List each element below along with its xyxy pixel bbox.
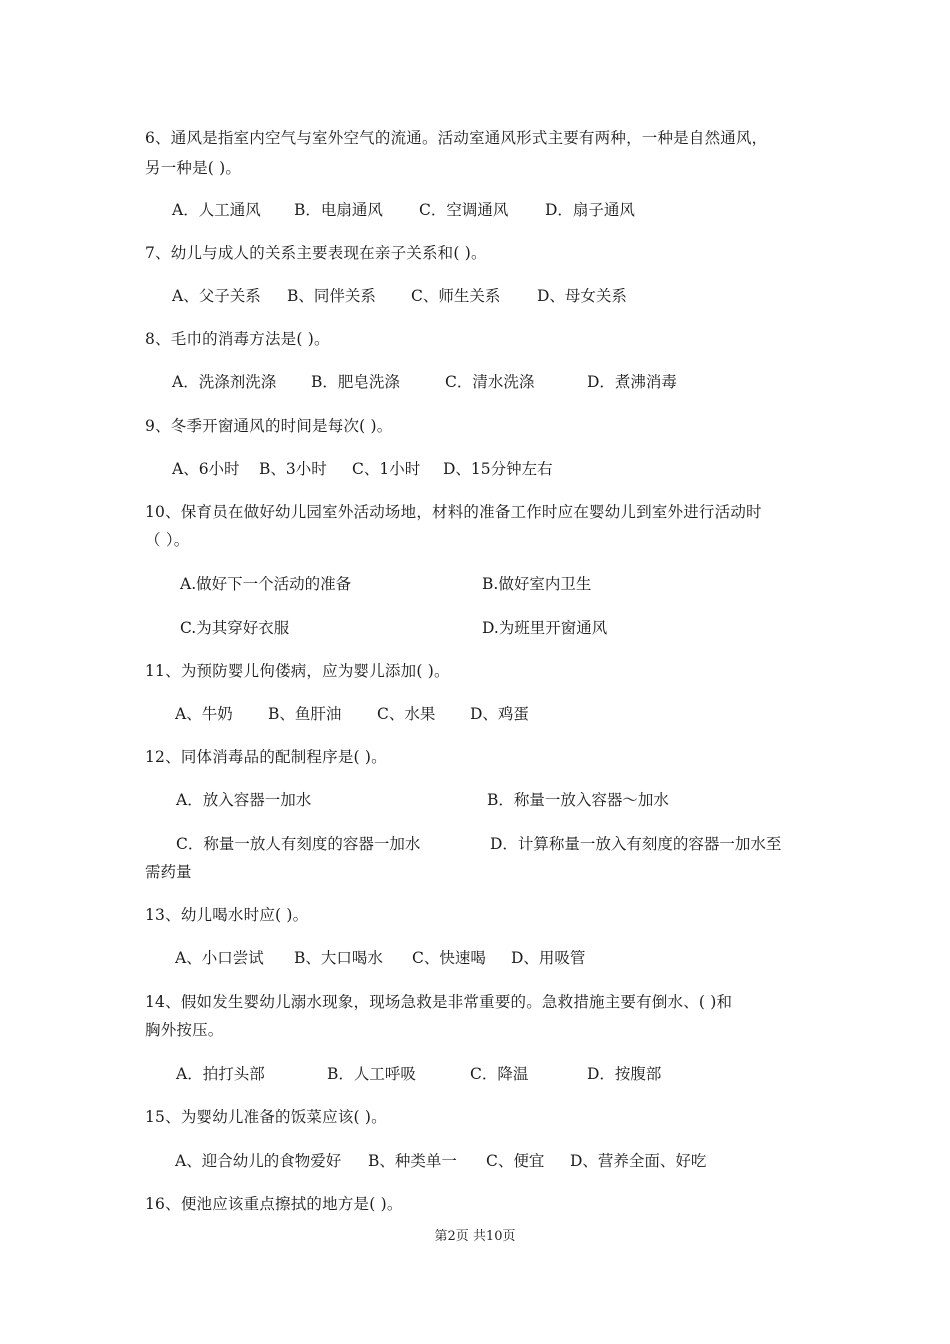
- option-d: D．按腹部: [587, 1065, 662, 1083]
- option-d: D、15分钟左右: [443, 460, 553, 478]
- question-10-text: 10、保育员在做好幼儿园室外活动场地，材料的准备工作时应在婴幼儿到室外进行活动时: [145, 503, 762, 521]
- option-a: A．放入容器一加水: [176, 791, 312, 809]
- option-d: D、营养全面、好吃: [570, 1152, 707, 1170]
- question-12-text: 12、同体消毒品的配制程序是( )。: [145, 748, 387, 766]
- option-b: B、鱼肝油: [268, 705, 342, 723]
- option-a: A．拍打头部: [176, 1065, 265, 1083]
- question-8-text: 8、毛巾的消毒方法是( )。: [145, 330, 330, 348]
- question-16-text: 16、便池应该重点擦拭的地方是( )。: [145, 1195, 403, 1213]
- option-c: C．降温: [470, 1065, 529, 1083]
- option-d: D．煮沸消毒: [587, 373, 677, 391]
- question-15-text: 15、为婴幼儿准备的饭菜应该( )。: [145, 1108, 387, 1126]
- question-14-text-cont: 胸外按压。: [145, 1021, 224, 1039]
- option-c: C．称量一放人有刻度的容器一加水: [176, 835, 421, 853]
- option-c: C、师生关系: [411, 287, 501, 305]
- option-a: A.做好下一个活动的准备: [180, 575, 352, 593]
- option-a: A．人工通风: [172, 201, 261, 219]
- option-c: C．清水洗涤: [445, 373, 535, 391]
- option-b: B、种类单一: [368, 1152, 457, 1170]
- option-b: B．称量一放入容器～加水: [487, 791, 669, 809]
- question-9-text: 9、冬季开窗通风的时间是每次( )。: [145, 417, 393, 435]
- option-d: D．计算称量一放入有刻度的容器一加水至: [490, 835, 782, 853]
- question-6-text-cont: 另一种是( )。: [145, 159, 242, 177]
- option-c: C、水果: [377, 705, 436, 723]
- option-a: A、牛奶: [175, 705, 233, 723]
- option-d: D.为班里开窗通风: [482, 619, 608, 637]
- option-d: D、母女关系: [537, 287, 627, 305]
- question-6-text: 6、通风是指室内空气与室外空气的流通。活动室通风形式主要有两种，一种是自然通风，: [145, 129, 768, 147]
- question-10-text-cont: （ ）。: [145, 531, 190, 549]
- option-a: A、6小时: [172, 460, 240, 478]
- option-c: C、便宜: [486, 1152, 545, 1170]
- question-14-text: 14、假如发生婴幼儿溺水现象，现场急救是非常重要的。急救措施主要有倒水、( )和: [145, 993, 733, 1011]
- option-b: B、大口喝水: [294, 949, 383, 967]
- option-c: C、1小时: [352, 460, 421, 478]
- question-7-text: 7、幼儿与成人的关系主要表现在亲子关系和( )。: [145, 244, 487, 262]
- option-d: D、鸡蛋: [470, 705, 529, 723]
- option-d: D．扇子通风: [545, 201, 635, 219]
- option-c: C．空调通风: [419, 201, 509, 219]
- option-a: A、小口尝试: [175, 949, 264, 967]
- option-b: B.做好室内卫生: [482, 575, 592, 593]
- option-b: B．肥皂洗涤: [311, 373, 400, 391]
- option-b: B．电扇通风: [294, 201, 383, 219]
- question-13-text: 13、幼儿喝水时应( )。: [145, 906, 309, 924]
- option-a: A．洗涤剂洗涤: [172, 373, 277, 391]
- option-a: A、迎合幼儿的食物爱好: [175, 1152, 342, 1170]
- question-11-text: 11、为预防婴儿佝偻病，应为婴儿添加( )。: [145, 662, 450, 680]
- option-b: B、3小时: [259, 460, 327, 478]
- option-c: C.为其穿好衣服: [180, 619, 290, 637]
- option-b: B．人工呼吸: [327, 1065, 416, 1083]
- option-a: A、父子关系: [172, 287, 261, 305]
- option-d: D、用吸管: [511, 949, 586, 967]
- page-number-footer: 第2页 共10页: [434, 1229, 516, 1244]
- option-b: B、同伴关系: [287, 287, 376, 305]
- option-d-cont: 需药量: [145, 863, 192, 881]
- option-c: C、快速喝: [412, 949, 486, 967]
